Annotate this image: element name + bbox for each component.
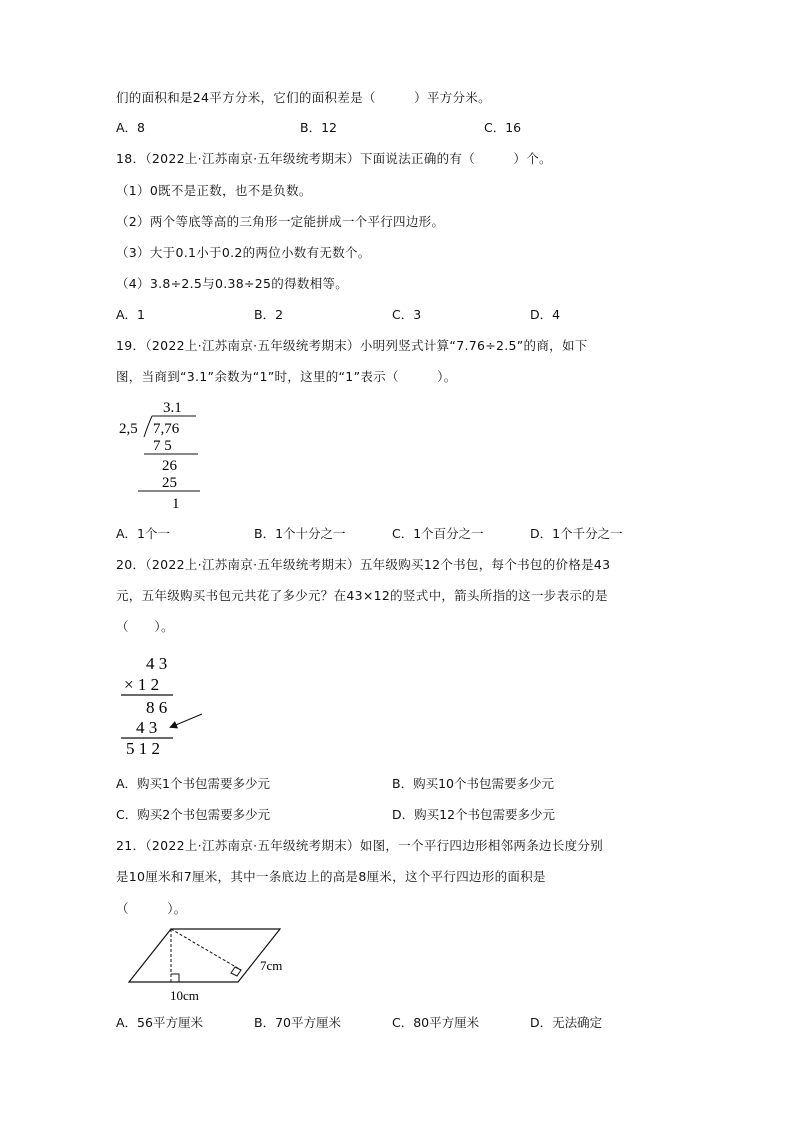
- q17-option-c[interactable]: C．16: [484, 120, 522, 135]
- q20-stem-line2: 元，五年级购买书包元共花了多少元？在43×12的竖式中，箭头所指的这一步表示的是: [116, 588, 608, 603]
- q17-option-a[interactable]: A．8: [116, 120, 146, 135]
- q19-stem-line1: 19．（2022上·江苏南京·五年级统考期末）小明列竖式计算“7.76÷2.5”的商，如下: [116, 338, 588, 353]
- q18-statement-2: （2）两个等底等高的三角形一定能拼成一个平行四边形。: [116, 214, 445, 229]
- q20-multiplication-figure: [115, 650, 215, 760]
- q18-statement-1: （1）0既不是正数，也不是负数。: [116, 183, 312, 198]
- q18-statement-3: （3）大于0.1小于0.2的两位小数有无数个。: [116, 245, 371, 260]
- q21-option-d[interactable]: D．无法确定: [530, 1015, 603, 1030]
- q21-stem-line1: 21．（2022上·江苏南京·五年级统考期末）如图，一个平行四边形相邻两条边长度分别: [116, 838, 604, 853]
- q18-option-a[interactable]: A．1: [116, 307, 146, 322]
- q20-option-a[interactable]: A．购买1个书包需要多少元: [116, 776, 271, 791]
- q19-quotient: 3.1: [163, 400, 182, 416]
- q20-multiplier: × 1 2: [124, 675, 160, 694]
- q21-option-c[interactable]: C．80平方厘米: [392, 1015, 480, 1030]
- q20-option-c[interactable]: C．购买2个书包需要多少元: [116, 807, 271, 822]
- q19-long-division-figure: [110, 395, 210, 515]
- q18-stem: 18．（2022上·江苏南京·五年级统考期末）下面说法正确的有（ ）个。: [116, 151, 552, 166]
- q19-option-a[interactable]: A．1个一: [116, 526, 171, 541]
- q19-option-b[interactable]: B．1个十分之一: [254, 526, 346, 541]
- q20-stem-line1: 20．（2022上·江苏南京·五年级统考期末）五年级购买12个书包，每个书包的价格是43: [116, 557, 611, 572]
- q19-dividend: 7,76: [153, 421, 180, 437]
- q20-arrow: [171, 714, 202, 727]
- q21-height-perpendicular: [171, 929, 241, 970]
- q20-partial-product-2: 4 3: [136, 718, 158, 737]
- q19-remainder-1: 26: [162, 458, 177, 474]
- q21-stem-line3: （ ）。: [116, 901, 187, 916]
- q17-option-b[interactable]: B．12: [300, 120, 337, 135]
- q21-parallelogram: [129, 929, 283, 982]
- q18-option-b[interactable]: B．2: [254, 307, 284, 322]
- q21-option-a[interactable]: A．56平方厘米: [116, 1015, 203, 1030]
- q19-option-d[interactable]: D．1个千分之一: [530, 526, 623, 541]
- q18-statement-4: （4）3.8÷2.5与0.38÷25的得数相等。: [116, 276, 349, 291]
- q17-stem-continuation: 们的面积和是24平方分米，它们的面积差是（ ）平方分米。: [116, 90, 491, 105]
- q19-product-1: 7 5: [153, 438, 172, 454]
- q21-side-label: 7cm: [260, 958, 283, 973]
- q20-option-b[interactable]: B．购买10个书包需要多少元: [392, 776, 554, 791]
- q19-option-c[interactable]: C．1个百分之一: [392, 526, 484, 541]
- q20-partial-product-1: 8 6: [146, 698, 168, 717]
- q21-option-b[interactable]: B．70平方厘米: [254, 1015, 341, 1030]
- q18-option-d[interactable]: D．4: [530, 307, 561, 322]
- q18-option-c[interactable]: C．3: [392, 307, 422, 322]
- q19-remainder-2: 1: [172, 496, 180, 512]
- q20-multiplicand: 4 3: [146, 654, 168, 673]
- q20-stem-line3: （ ）。: [116, 619, 174, 634]
- q19-stem-line2: 图，当商到“3.1”余数为“1”时，这里的“1”表示（ ）。: [116, 369, 457, 384]
- q21-stem-line2: 是10厘米和7厘米，其中一条底边上的高是8厘米，这个平行四边形的面积是: [116, 869, 546, 884]
- q21-base-label: 10cm: [170, 988, 199, 1003]
- q19-product-2: 25: [162, 475, 177, 491]
- q21-parallelogram-figure: [120, 922, 300, 1008]
- q19-divisor: 2,5: [119, 421, 138, 437]
- q20-option-d[interactable]: D．购买12个书包需要多少元: [392, 807, 556, 822]
- q20-result: 5 1 2: [126, 739, 160, 758]
